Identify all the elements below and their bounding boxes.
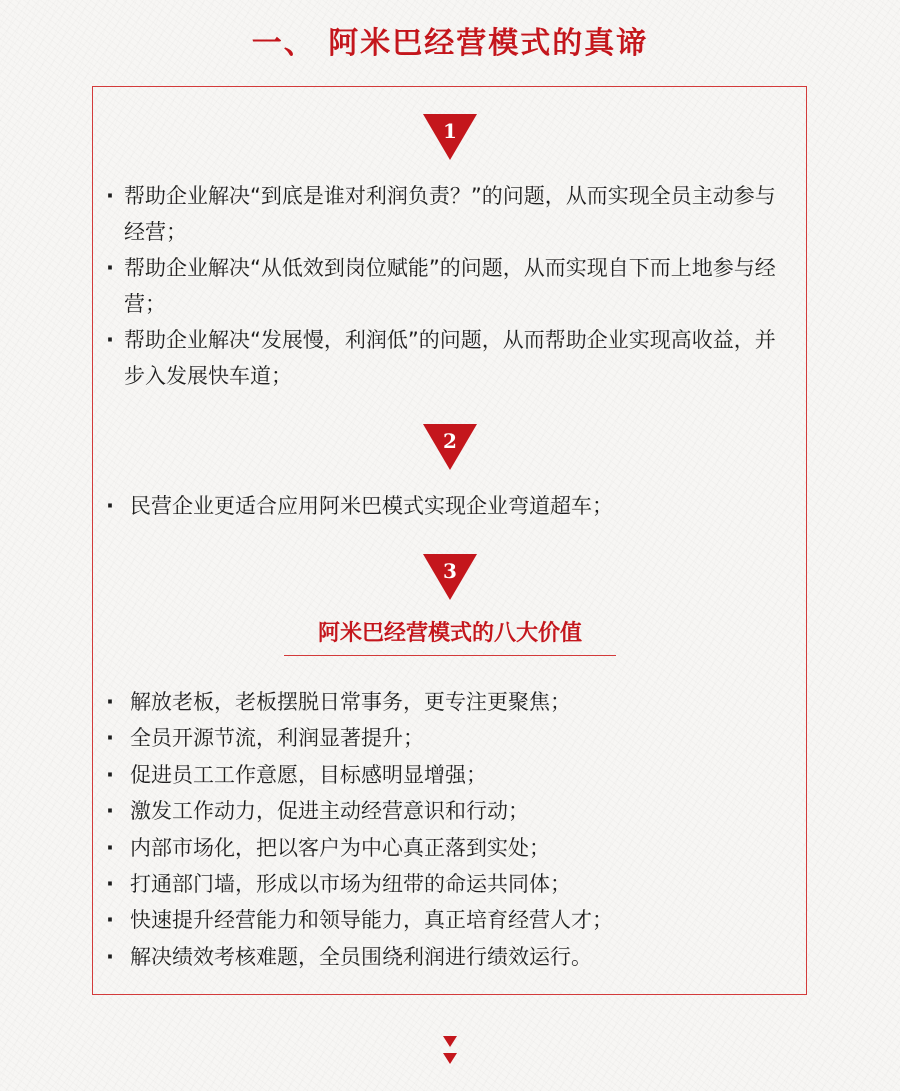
section-3-list: [106, 684, 788, 975]
bullet-dot: ·: [106, 184, 114, 208]
section-2-badge: [423, 424, 477, 470]
bullet-dot: ·: [106, 256, 114, 280]
list-item: [106, 757, 788, 793]
list-item: [106, 684, 788, 720]
section-2-list: [106, 488, 788, 524]
list-item: [106, 939, 788, 975]
bullet-dot: ·: [106, 835, 114, 860]
list-item: [106, 793, 788, 829]
list-item-text: 帮助企业解决“从低效到岗位赋能”的问题，从而实现自下而上地参与经营；: [124, 256, 776, 316]
list-item-text: 帮助企业解决“到底是谁对利润负责？”的问题，从而实现全员主动参与经营；: [124, 184, 776, 244]
bullet-dot: ·: [106, 328, 114, 352]
list-item: [106, 866, 788, 902]
bullet-dot: ·: [106, 494, 114, 518]
section-2-number: 2: [443, 429, 457, 453]
bullet-dot: ·: [106, 690, 114, 714]
bullet-dot: ·: [106, 908, 114, 933]
list-item-text: 解决绩效考核难题，全员围绕利润进行绩效运行。: [130, 944, 592, 969]
list-item: [106, 720, 788, 756]
list-item-text: 激发工作动力，促进主动经营意识和行动；: [130, 799, 529, 824]
section-3-number: 3: [443, 559, 457, 583]
section-1-list: [106, 178, 788, 394]
bullet-dot: ·: [106, 762, 114, 787]
bullet-dot: ·: [106, 872, 114, 897]
bullet-dot: ·: [106, 726, 114, 751]
list-item: [106, 250, 788, 322]
list-item: [106, 902, 788, 938]
section-3-subtitle: 阿米巴经营模式的八大价值: [284, 616, 616, 656]
bullet-dot: ·: [106, 799, 114, 824]
list-item: [106, 322, 788, 394]
list-item-text: 民营企业更适合应用阿米巴模式实现企业弯道超车；: [130, 494, 613, 518]
double-down-arrow-icon: [441, 1034, 459, 1068]
list-item-text: 全员开源节流，利润显著提升；: [130, 726, 424, 751]
section-1-number: 1: [443, 119, 457, 143]
list-item-text: 内部市场化，把以客户为中心真正落到实处；: [130, 835, 550, 860]
page-title: 一、 阿米巴经营模式的真谛: [251, 26, 649, 61]
section-1-badge: [423, 114, 477, 160]
list-item-text: 解放老板，老板摆脱日常事务，更专注更聚焦；: [130, 690, 571, 714]
list-item-text: 打通部门墙，形成以市场为纽带的命运共同体；: [130, 872, 571, 897]
list-item: [106, 488, 788, 524]
list-item-text: 帮助企业解决“发展慢，利润低”的问题，从而帮助企业实现高收益，并步入发展快车道；: [124, 328, 776, 388]
list-item: [106, 830, 788, 866]
list-item: [106, 178, 788, 250]
list-item-text: 促进员工工作意愿，目标感明显增强；: [130, 762, 487, 787]
list-item-text: 快速提升经营能力和领导能力，真正培育经营人才；: [130, 908, 613, 933]
section-3-badge: [423, 554, 477, 600]
bullet-dot: ·: [106, 944, 114, 969]
